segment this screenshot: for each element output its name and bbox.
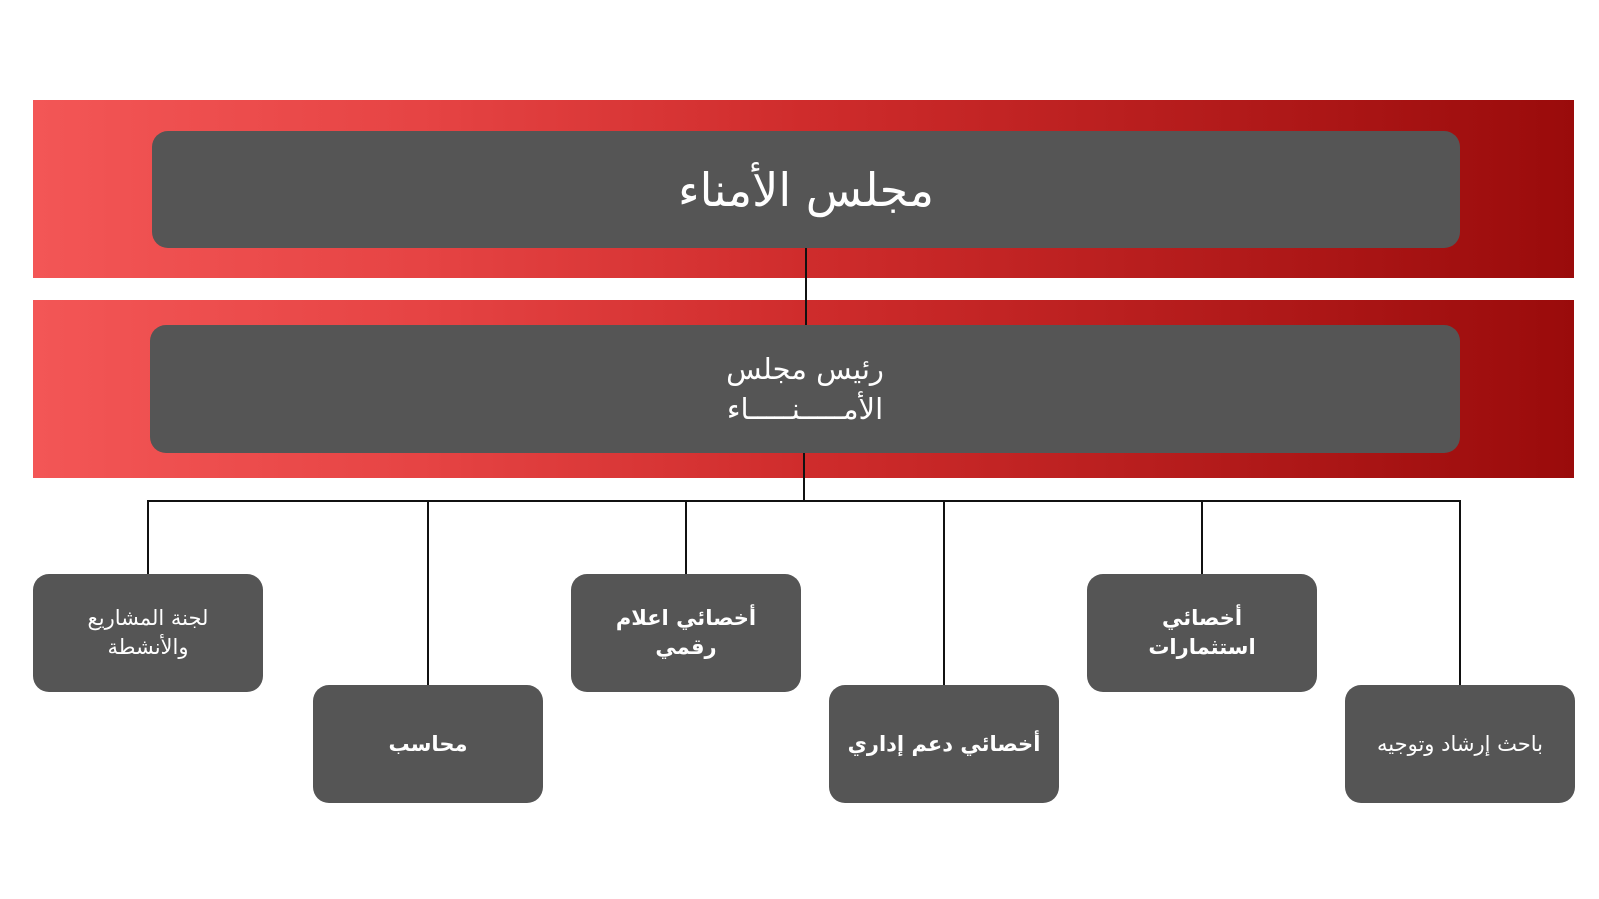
connector-board-chair bbox=[805, 248, 807, 325]
connector-child-3 bbox=[685, 500, 687, 574]
connector-child-5 bbox=[1201, 500, 1203, 574]
chair-label-line2: الأمـــــنـــــاء bbox=[726, 392, 884, 426]
connector-child-4 bbox=[943, 500, 945, 685]
projects-activities-committee-box bbox=[33, 574, 263, 692]
child-label: أخصائي استثمارات bbox=[1148, 606, 1256, 659]
board-chair-box bbox=[150, 325, 1460, 453]
child-label: أخصائي دعم إداري bbox=[847, 731, 1041, 756]
connector-chair-bus bbox=[803, 453, 805, 501]
board-of-trustees-box bbox=[152, 131, 1460, 248]
digital-media-specialist-box bbox=[571, 574, 801, 692]
chair-label-line1: رئيس مجلس bbox=[726, 352, 884, 386]
connector-child-6 bbox=[1459, 500, 1461, 685]
admin-support-specialist-box bbox=[829, 685, 1059, 803]
board-label: مجلس الأمناء bbox=[678, 162, 935, 217]
child-label: لجنة المشاريع والأنشطة bbox=[87, 606, 209, 659]
investments-specialist-box bbox=[1087, 574, 1317, 692]
child-label: أخصائي اعلام رقمي bbox=[615, 606, 757, 659]
child-label: باحث إرشاد وتوجيه bbox=[1377, 731, 1543, 756]
connector-child-1 bbox=[147, 500, 149, 574]
accountant-box bbox=[313, 685, 543, 803]
connector-horizontal-bus bbox=[148, 500, 1460, 502]
connector-child-2 bbox=[427, 500, 429, 685]
child-label: محاسب bbox=[388, 731, 468, 756]
guidance-researcher-box bbox=[1345, 685, 1575, 803]
